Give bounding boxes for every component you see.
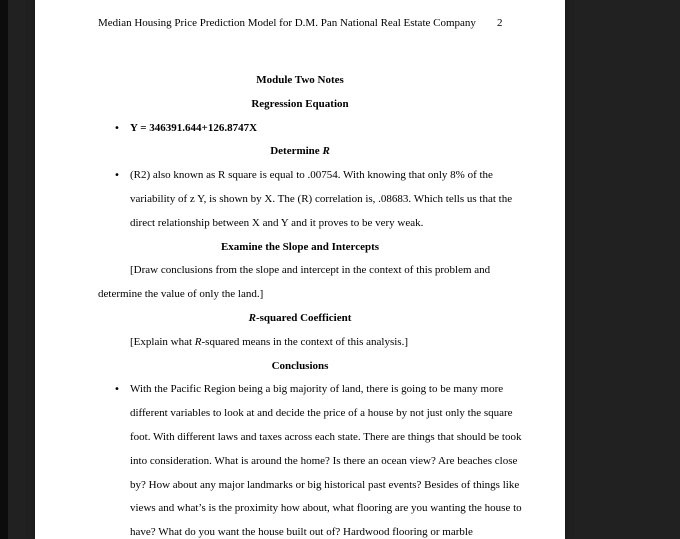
equation-text: Y = 346391.644+126.8747X <box>130 121 258 134</box>
conclusion-line-2: different variables to look at and decide the price of a house by not just only the square <box>130 407 513 420</box>
r2-line-3: direct relationship between X and Y and it proves to be very weak. <box>130 216 424 229</box>
explain-part-1: [Explain what <box>130 335 195 348</box>
bullet-icon: • <box>114 122 120 134</box>
bullet-icon: • <box>114 384 120 396</box>
document-body <box>98 69 522 539</box>
bullet-item-r2 <box>98 164 502 188</box>
page-number: 2 <box>497 17 503 29</box>
header-title: Median Housing Price Prediction Model for D.M. Pan National Real Estate Company <box>98 17 476 29</box>
conclusion-line-6: views and what’s is the proximity how about, what flooring are you wanting the house to <box>130 502 522 515</box>
heading-determine-r <box>98 140 502 164</box>
window-edge-strip <box>0 0 8 539</box>
slope-paragraph-line-2: determine the value of only the land.] <box>98 288 264 301</box>
heading-regression-equation: Regression Equation <box>251 97 349 110</box>
explain-part-2: -squared means in the context of this analysis.] <box>201 335 409 348</box>
conclusion-line-5: by? How about any major landmarks or big historical past events? Besides of things like <box>130 478 520 491</box>
r2-line-1: (R2) also known as R square is equal to .00754. With knowing that only 8% of the <box>130 169 493 182</box>
explain-paragraph-line <box>98 331 502 355</box>
running-header <box>98 17 502 29</box>
explain-r-italic: R <box>194 335 202 348</box>
bullet-icon: • <box>114 170 120 182</box>
document-page[interactable] <box>35 0 565 539</box>
heading-rsquared-coefficient <box>98 307 502 331</box>
conclusion-line-7: have? What do you want the house built out of? Hardwood flooring or marble <box>130 526 473 539</box>
bullet-item-conclusions <box>98 378 502 402</box>
conclusion-line-1: With the Pacific Region being a big majority of land, there is going to be many more <box>130 383 504 396</box>
heading-slope-intercepts: Examine the Slope and Intercepts <box>220 240 380 253</box>
heading-determine-r-italic: R <box>322 145 330 158</box>
heading-module-two-notes: Module Two Notes <box>256 74 344 86</box>
slope-paragraph-line-1: [Draw conclusions from the slope and intercept in the context of this problem and <box>130 264 491 277</box>
heading-rsquared-suffix: -squared Coefficient <box>255 311 352 324</box>
heading-rsquared-r-italic: R <box>248 311 256 324</box>
conclusion-line-4: into consideration. What is around the home? Is there an ocean view? Are beaches close <box>130 454 518 467</box>
bullet-item-equation <box>98 117 502 141</box>
r2-line-2: variability of z Y, is shown by X. The (R) correlation is, .08683. Which tells us that the <box>130 192 513 205</box>
heading-determine-prefix: Determine <box>270 145 323 158</box>
heading-conclusions: Conclusions <box>271 359 329 372</box>
conclusion-line-3: foot. With different laws and taxes across each state. There are things that should be took <box>130 430 522 443</box>
